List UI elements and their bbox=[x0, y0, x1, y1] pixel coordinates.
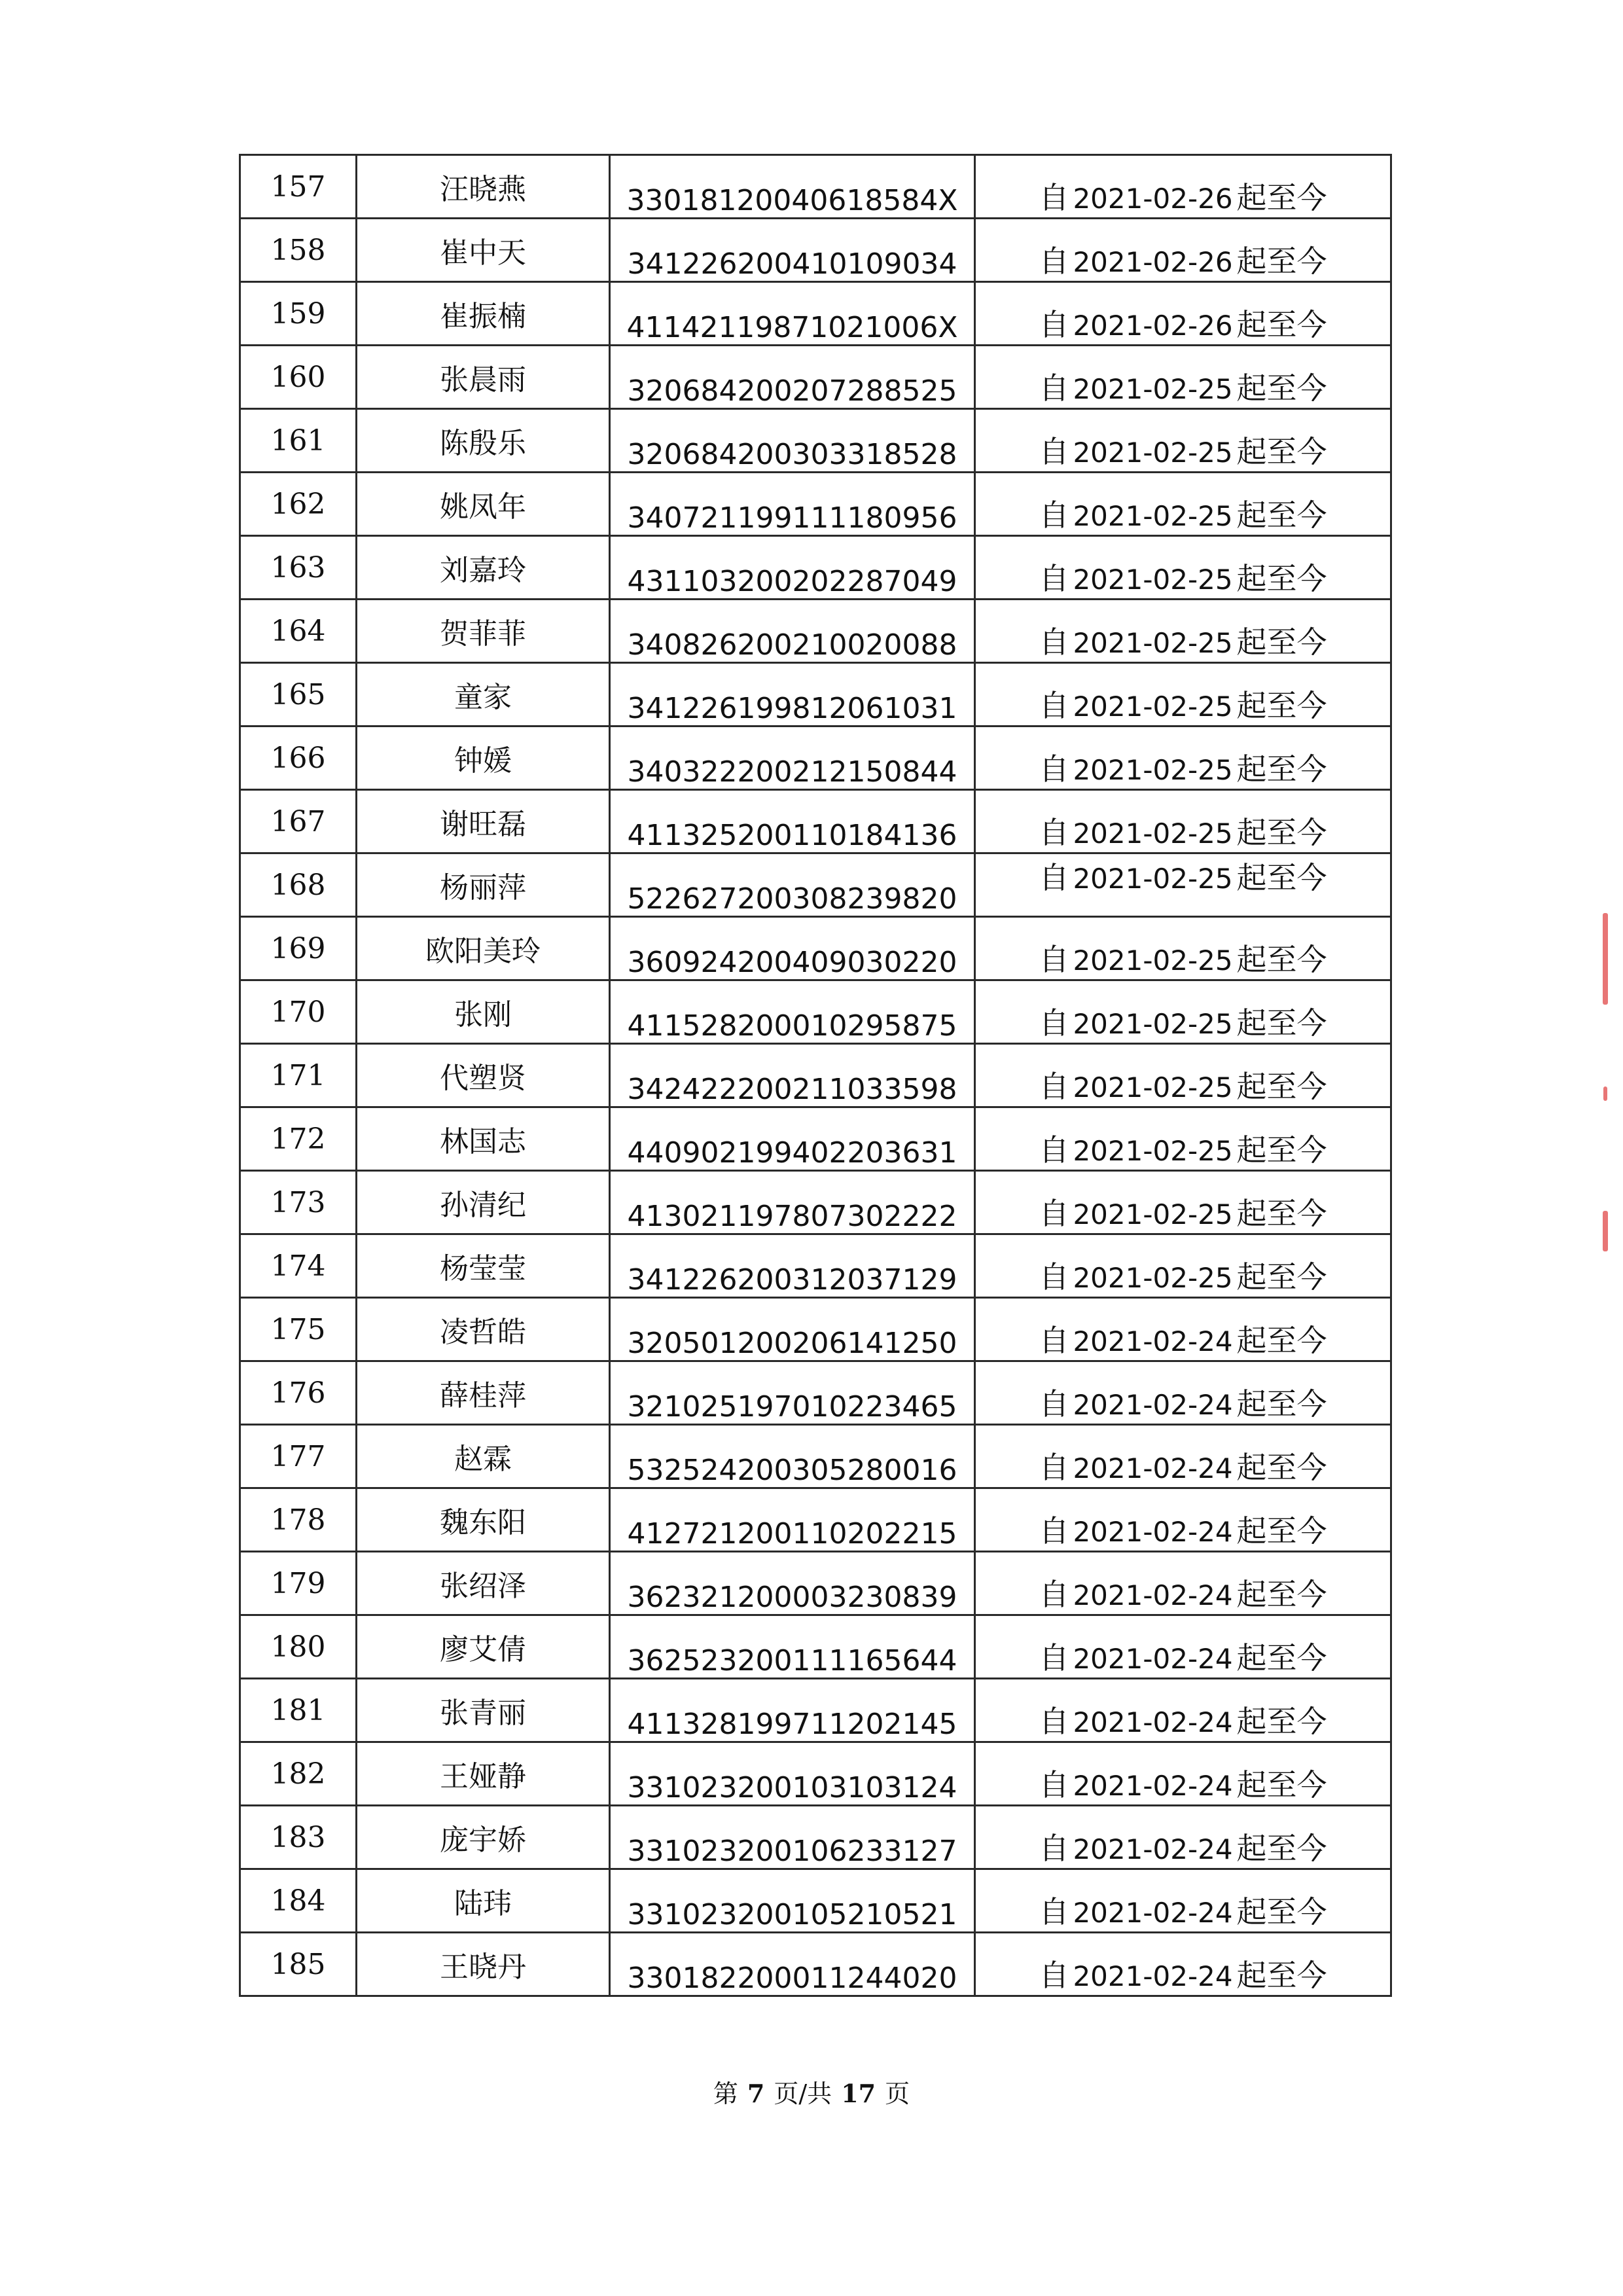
row-number: 161 bbox=[240, 409, 357, 473]
row-number: 168 bbox=[240, 853, 357, 917]
row-number: 157 bbox=[240, 155, 357, 219]
table-row bbox=[240, 726, 1391, 790]
row-number: 166 bbox=[240, 726, 357, 790]
id-number: 362523200111165644 bbox=[610, 1615, 975, 1679]
validity-period bbox=[975, 1425, 1391, 1488]
date-suffix: 起至今 bbox=[1236, 1767, 1327, 1803]
person-name: 代塑贤 bbox=[357, 1044, 610, 1107]
validity-period bbox=[975, 219, 1391, 282]
date-prefix: 自 bbox=[1039, 497, 1069, 533]
row-number: 163 bbox=[240, 536, 357, 600]
validity-period bbox=[975, 1615, 1391, 1679]
date-suffix: 起至今 bbox=[1236, 1386, 1327, 1422]
date-suffix: 起至今 bbox=[1236, 751, 1327, 787]
date-prefix: 自 bbox=[1039, 1386, 1069, 1422]
start-date: 2021-02-26 bbox=[1073, 183, 1233, 215]
start-date: 2021-02-25 bbox=[1073, 1135, 1233, 1167]
start-date: 2021-02-25 bbox=[1073, 944, 1233, 977]
row-number: 165 bbox=[240, 663, 357, 726]
date-suffix: 起至今 bbox=[1236, 243, 1327, 279]
person-name: 童家 bbox=[357, 663, 610, 726]
validity-period bbox=[975, 853, 1391, 917]
id-number: 411325200110184136 bbox=[610, 790, 975, 853]
person-name: 廖艾倩 bbox=[357, 1615, 610, 1679]
person-name: 张绍泽 bbox=[357, 1552, 610, 1615]
validity-period bbox=[975, 1488, 1391, 1552]
date-suffix: 起至今 bbox=[1236, 942, 1327, 977]
id-number: 331023200105210521 bbox=[610, 1869, 975, 1933]
table-row bbox=[240, 790, 1391, 853]
row-number: 172 bbox=[240, 1107, 357, 1171]
date-suffix: 起至今 bbox=[1236, 1513, 1327, 1549]
start-date: 2021-02-25 bbox=[1073, 627, 1233, 659]
start-date: 2021-02-24 bbox=[1073, 1452, 1233, 1484]
table-row bbox=[240, 1107, 1391, 1171]
validity-period bbox=[975, 600, 1391, 663]
date-suffix: 起至今 bbox=[1236, 1069, 1327, 1104]
row-number: 180 bbox=[240, 1615, 357, 1679]
start-date: 2021-02-24 bbox=[1073, 1833, 1233, 1865]
date-prefix: 自 bbox=[1039, 307, 1069, 342]
date-suffix: 起至今 bbox=[1236, 180, 1327, 215]
start-date: 2021-02-25 bbox=[1073, 754, 1233, 786]
id-number: 340721199111180956 bbox=[610, 473, 975, 536]
person-name: 王晓丹 bbox=[357, 1933, 610, 1996]
start-date: 2021-02-24 bbox=[1073, 1516, 1233, 1548]
id-number: 532524200305280016 bbox=[610, 1425, 975, 1488]
start-date: 2021-02-24 bbox=[1073, 1706, 1233, 1738]
date-suffix: 起至今 bbox=[1236, 1577, 1327, 1612]
person-name: 薛桂萍 bbox=[357, 1361, 610, 1425]
date-prefix: 自 bbox=[1039, 624, 1069, 660]
person-name: 凌哲皓 bbox=[357, 1298, 610, 1361]
validity-period bbox=[975, 663, 1391, 726]
date-suffix: 起至今 bbox=[1236, 497, 1327, 533]
table-row bbox=[240, 1171, 1391, 1234]
date-prefix: 自 bbox=[1039, 1767, 1069, 1803]
date-suffix: 起至今 bbox=[1236, 307, 1327, 342]
person-name: 林国志 bbox=[357, 1107, 610, 1171]
date-prefix: 自 bbox=[1039, 1513, 1069, 1549]
row-number: 181 bbox=[240, 1679, 357, 1742]
table-row bbox=[240, 1933, 1391, 1996]
date-prefix: 自 bbox=[1039, 942, 1069, 977]
id-number: 440902199402203631 bbox=[610, 1107, 975, 1171]
start-date: 2021-02-25 bbox=[1073, 817, 1233, 850]
row-number: 184 bbox=[240, 1869, 357, 1933]
table-row bbox=[240, 1679, 1391, 1742]
date-prefix: 自 bbox=[1039, 370, 1069, 406]
stamp-fragment-2 bbox=[1603, 1086, 1607, 1101]
date-suffix: 起至今 bbox=[1236, 1259, 1327, 1295]
id-number: 362321200003230839 bbox=[610, 1552, 975, 1615]
start-date: 2021-02-25 bbox=[1073, 1071, 1233, 1103]
person-name: 陆玮 bbox=[357, 1869, 610, 1933]
row-number: 179 bbox=[240, 1552, 357, 1615]
id-number: 320684200303318528 bbox=[610, 409, 975, 473]
date-suffix: 起至今 bbox=[1236, 815, 1327, 850]
validity-period bbox=[975, 473, 1391, 536]
person-name: 欧阳美玲 bbox=[357, 917, 610, 980]
validity-period bbox=[975, 1298, 1391, 1361]
validity-period bbox=[975, 1361, 1391, 1425]
validity-period bbox=[975, 1107, 1391, 1171]
date-suffix: 起至今 bbox=[1236, 1894, 1327, 1929]
date-suffix: 起至今 bbox=[1236, 688, 1327, 723]
row-number: 182 bbox=[240, 1742, 357, 1806]
date-prefix: 自 bbox=[1039, 1005, 1069, 1041]
footer-suffix: 页 bbox=[885, 2079, 910, 2108]
table-row bbox=[240, 1361, 1391, 1425]
table-row bbox=[240, 980, 1391, 1044]
person-name: 汪晓燕 bbox=[357, 155, 610, 219]
date-prefix: 自 bbox=[1039, 561, 1069, 596]
table-row bbox=[240, 1425, 1391, 1488]
row-number: 162 bbox=[240, 473, 357, 536]
table-row bbox=[240, 1234, 1391, 1298]
record-table bbox=[239, 154, 1392, 1997]
footer-middle: 页/共 bbox=[774, 2079, 832, 2108]
person-name: 孙清纪 bbox=[357, 1171, 610, 1234]
validity-period bbox=[975, 282, 1391, 346]
start-date: 2021-02-24 bbox=[1073, 1579, 1233, 1611]
table-row bbox=[240, 1044, 1391, 1107]
person-name: 赵霖 bbox=[357, 1425, 610, 1488]
date-suffix: 起至今 bbox=[1236, 1704, 1327, 1739]
date-prefix: 自 bbox=[1039, 751, 1069, 787]
row-number: 173 bbox=[240, 1171, 357, 1234]
person-name: 王娅静 bbox=[357, 1742, 610, 1806]
start-date: 2021-02-25 bbox=[1073, 691, 1233, 723]
row-number: 185 bbox=[240, 1933, 357, 1996]
date-suffix: 起至今 bbox=[1236, 1831, 1327, 1866]
id-number: 342422200211033598 bbox=[610, 1044, 975, 1107]
date-prefix: 自 bbox=[1039, 1132, 1069, 1168]
start-date: 2021-02-26 bbox=[1073, 310, 1233, 342]
record-body bbox=[240, 155, 1391, 1996]
person-name: 张刚 bbox=[357, 980, 610, 1044]
table-row bbox=[240, 1742, 1391, 1806]
date-prefix: 自 bbox=[1039, 688, 1069, 723]
validity-period bbox=[975, 1679, 1391, 1742]
validity-period bbox=[975, 1044, 1391, 1107]
validity-period bbox=[975, 917, 1391, 980]
table-row bbox=[240, 473, 1391, 536]
validity-period bbox=[975, 346, 1391, 409]
date-prefix: 自 bbox=[1039, 1704, 1069, 1739]
start-date: 2021-02-25 bbox=[1073, 500, 1233, 532]
validity-period bbox=[975, 155, 1391, 219]
validity-period bbox=[975, 1552, 1391, 1615]
row-number: 158 bbox=[240, 219, 357, 282]
start-date: 2021-02-25 bbox=[1073, 564, 1233, 596]
person-name: 杨丽萍 bbox=[357, 853, 610, 917]
id-number: 321025197010223465 bbox=[610, 1361, 975, 1425]
id-number: 411528200010295875 bbox=[610, 980, 975, 1044]
stamp-fragment-1 bbox=[1603, 913, 1608, 1005]
validity-period bbox=[975, 1742, 1391, 1806]
date-suffix: 起至今 bbox=[1236, 1450, 1327, 1485]
person-name: 张晨雨 bbox=[357, 346, 610, 409]
table-row bbox=[240, 409, 1391, 473]
date-suffix: 起至今 bbox=[1236, 370, 1327, 406]
person-name: 姚凤年 bbox=[357, 473, 610, 536]
id-number: 341226199812061031 bbox=[610, 663, 975, 726]
start-date: 2021-02-25 bbox=[1073, 437, 1233, 469]
person-name: 谢旺磊 bbox=[357, 790, 610, 853]
stamp-fragment-3 bbox=[1603, 1211, 1608, 1251]
date-prefix: 自 bbox=[1039, 1577, 1069, 1612]
row-number: 170 bbox=[240, 980, 357, 1044]
validity-period bbox=[975, 1933, 1391, 1996]
table-row bbox=[240, 1869, 1391, 1933]
row-number: 176 bbox=[240, 1361, 357, 1425]
table-row bbox=[240, 663, 1391, 726]
start-date: 2021-02-25 bbox=[1073, 1008, 1233, 1040]
row-number: 171 bbox=[240, 1044, 357, 1107]
id-number: 412721200110202215 bbox=[610, 1488, 975, 1552]
row-number: 183 bbox=[240, 1806, 357, 1869]
id-number: 340322200212150844 bbox=[610, 726, 975, 790]
date-suffix: 起至今 bbox=[1236, 1323, 1327, 1358]
person-name: 崔振楠 bbox=[357, 282, 610, 346]
validity-period bbox=[975, 409, 1391, 473]
person-name: 刘嘉玲 bbox=[357, 536, 610, 600]
table-row bbox=[240, 1488, 1391, 1552]
date-prefix: 自 bbox=[1039, 434, 1069, 469]
id-number: 340826200210020088 bbox=[610, 600, 975, 663]
start-date: 2021-02-25 bbox=[1073, 863, 1233, 895]
start-date: 2021-02-24 bbox=[1073, 1325, 1233, 1357]
date-prefix: 自 bbox=[1039, 1323, 1069, 1358]
person-name: 陈殷乐 bbox=[357, 409, 610, 473]
date-prefix: 自 bbox=[1039, 1259, 1069, 1295]
id-number: 411328199711202145 bbox=[610, 1679, 975, 1742]
validity-period bbox=[975, 1806, 1391, 1869]
date-prefix: 自 bbox=[1039, 1196, 1069, 1231]
table-row bbox=[240, 155, 1391, 219]
date-prefix: 自 bbox=[1039, 1640, 1069, 1676]
table-row bbox=[240, 282, 1391, 346]
date-prefix: 自 bbox=[1039, 1069, 1069, 1104]
table-row bbox=[240, 536, 1391, 600]
id-number: 330182200011244020 bbox=[610, 1933, 975, 1996]
person-name: 崔中天 bbox=[357, 219, 610, 282]
row-number: 175 bbox=[240, 1298, 357, 1361]
date-prefix: 自 bbox=[1039, 1894, 1069, 1929]
table-row bbox=[240, 600, 1391, 663]
validity-period bbox=[975, 1869, 1391, 1933]
date-prefix: 自 bbox=[1039, 243, 1069, 279]
table-row bbox=[240, 1298, 1391, 1361]
footer-page-number: 7 bbox=[747, 2079, 765, 2108]
table-row bbox=[240, 1552, 1391, 1615]
id-number: 341226200410109034 bbox=[610, 219, 975, 282]
page-footer bbox=[0, 2073, 1623, 2109]
row-number: 177 bbox=[240, 1425, 357, 1488]
id-number: 320501200206141250 bbox=[610, 1298, 975, 1361]
row-number: 178 bbox=[240, 1488, 357, 1552]
start-date: 2021-02-25 bbox=[1073, 1198, 1233, 1230]
date-suffix: 起至今 bbox=[1236, 1132, 1327, 1168]
row-number: 167 bbox=[240, 790, 357, 853]
date-suffix: 起至今 bbox=[1236, 860, 1327, 895]
validity-period bbox=[975, 1171, 1391, 1234]
validity-period bbox=[975, 726, 1391, 790]
id-number: 522627200308239820 bbox=[610, 853, 975, 917]
id-number: 331023200103103124 bbox=[610, 1742, 975, 1806]
validity-period bbox=[975, 980, 1391, 1044]
date-prefix: 自 bbox=[1039, 180, 1069, 215]
validity-period bbox=[975, 790, 1391, 853]
date-suffix: 起至今 bbox=[1236, 1640, 1327, 1676]
row-number: 159 bbox=[240, 282, 357, 346]
table-row bbox=[240, 853, 1391, 917]
table-row bbox=[240, 1806, 1391, 1869]
person-name: 张青丽 bbox=[357, 1679, 610, 1742]
date-suffix: 起至今 bbox=[1236, 624, 1327, 660]
id-number: 331023200106233127 bbox=[610, 1806, 975, 1869]
validity-period bbox=[975, 536, 1391, 600]
id-number: 41142119871021006X bbox=[610, 282, 975, 346]
person-name: 魏东阳 bbox=[357, 1488, 610, 1552]
start-date: 2021-02-24 bbox=[1073, 1960, 1233, 1992]
person-name: 钟媛 bbox=[357, 726, 610, 790]
date-suffix: 起至今 bbox=[1236, 1005, 1327, 1041]
date-prefix: 自 bbox=[1039, 815, 1069, 850]
date-prefix: 自 bbox=[1039, 860, 1069, 895]
date-prefix: 自 bbox=[1039, 1831, 1069, 1866]
date-suffix: 起至今 bbox=[1236, 1958, 1327, 1993]
id-number: 320684200207288525 bbox=[610, 346, 975, 409]
start-date: 2021-02-24 bbox=[1073, 1897, 1233, 1929]
start-date: 2021-02-25 bbox=[1073, 373, 1233, 405]
date-suffix: 起至今 bbox=[1236, 561, 1327, 596]
start-date: 2021-02-26 bbox=[1073, 246, 1233, 278]
table-row bbox=[240, 346, 1391, 409]
date-suffix: 起至今 bbox=[1236, 1196, 1327, 1231]
validity-period bbox=[975, 1234, 1391, 1298]
table-row bbox=[240, 1615, 1391, 1679]
start-date: 2021-02-24 bbox=[1073, 1643, 1233, 1675]
id-number: 431103200202287049 bbox=[610, 536, 975, 600]
start-date: 2021-02-24 bbox=[1073, 1389, 1233, 1421]
footer-total-pages: 17 bbox=[841, 2079, 876, 2108]
row-number: 174 bbox=[240, 1234, 357, 1298]
id-number: 33018120040618584X bbox=[610, 155, 975, 219]
row-number: 169 bbox=[240, 917, 357, 980]
date-prefix: 自 bbox=[1039, 1450, 1069, 1485]
start-date: 2021-02-24 bbox=[1073, 1770, 1233, 1802]
person-name: 杨莹莹 bbox=[357, 1234, 610, 1298]
row-number: 164 bbox=[240, 600, 357, 663]
table-row bbox=[240, 917, 1391, 980]
person-name: 庞宇娇 bbox=[357, 1806, 610, 1869]
person-name: 贺菲菲 bbox=[357, 600, 610, 663]
id-number: 413021197807302222 bbox=[610, 1171, 975, 1234]
row-number: 160 bbox=[240, 346, 357, 409]
id-number: 360924200409030220 bbox=[610, 917, 975, 980]
footer-prefix: 第 bbox=[713, 2079, 738, 2108]
start-date: 2021-02-25 bbox=[1073, 1262, 1233, 1294]
date-suffix: 起至今 bbox=[1236, 434, 1327, 469]
table-row bbox=[240, 219, 1391, 282]
id-number: 341226200312037129 bbox=[610, 1234, 975, 1298]
date-prefix: 自 bbox=[1039, 1958, 1069, 1993]
